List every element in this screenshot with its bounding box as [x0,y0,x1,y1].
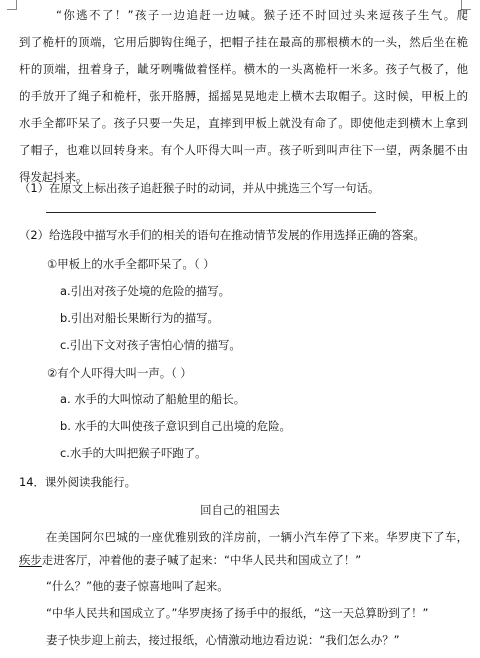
underlined-word: 疾步 [19,553,42,567]
answer-line-q1[interactable] [46,212,376,213]
story-para1-line1: 在美国阿尔巴城的一座优雅别致的洋房前，一辆小汽车停了下来。华罗庚下了车， [46,530,468,544]
question-2-1-option-a: a.引出对孩子处境的危险的描写。 [60,284,231,298]
question-2-2-option-c: c.水手的大叫把猴子吓跑了。 [60,446,207,460]
question-2-1-stem: ①甲板上的水手全都吓呆了。（ ） [47,257,215,271]
story-para1-line2 [19,553,468,567]
question-2-1-option-b: b.引出对船长果断行为的描写。 [60,311,219,325]
section-14-heading: 14．课外阅读我能行。 [19,475,137,489]
story-para1-line2-rest: 走进客厅，冲着他的妻子喊了起来：“中华人民共和国成立了！” [41,553,362,567]
story-title: 回自己的祖国去 [200,503,280,517]
passage-line-3: 杆的顶端，扭着身子，龇牙咧嘴做着怪样。横木的一头离桅杆一米多。孩子气极了，他 [19,62,468,76]
passage-line-7: 得发起抖来。 [19,170,88,184]
question-1: （1）在原文上标出孩子追赶猴子时的动词，并从中挑选三个写一句话。 [19,181,380,195]
passage-line-1: “你逃不了！”孩子一边追赶一边喊。猴子还不时回过头来逗孩子生气。爬 [56,8,468,22]
story-para3: “中华人民共和国成立了。”华罗庚扬了扬手中的报纸，“这一天总算盼到了！” [46,606,429,620]
question-2-2-option-b: b. 水手的大叫使孩子意识到自己出境的危险。 [60,419,291,433]
story-para2: “什么？”他的妻子惊喜地叫了起来。 [46,579,229,593]
question-2-1-option-c: c.引出下文对孩子害怕心情的描写。 [60,338,241,352]
question-2-2-stem: ②有个人吓得大叫一声。（ ） [47,366,192,380]
passage-line-4: 的手放开了绳子和桅杆，张开胳膊，摇摇晃晃地走上横木去取帽子。这时候，甲板上的 [19,89,468,103]
story-para4: 妻子快步迎上前去，接过报纸，心情激动地边看边说：“我们怎么办？” [46,633,400,647]
passage-line-6: 了帽子，也难以回转身来。有个人吓得大叫一声。孩子听到叫声往下一望，两条腿不由 [19,143,468,157]
passage-line-5: 水手全都吓呆了。孩子只要一失足，直摔到甲板上就没有命了。即使他走到横木上拿到 [19,116,468,130]
question-2: （2）给选段中描写水手们的相关的语句在推动情节发展的作用选择正确的答案。 [19,228,425,242]
passage-line-2: 到了桅杆的顶端，它用后脚钩住绳子，把帽子挂在最高的那根横木的一头，然后坐在桅 [19,35,468,49]
question-2-2-option-a: a. 水手的大叫惊动了船舱里的船长。 [60,392,246,406]
crop-mark-top-left [7,0,17,10]
